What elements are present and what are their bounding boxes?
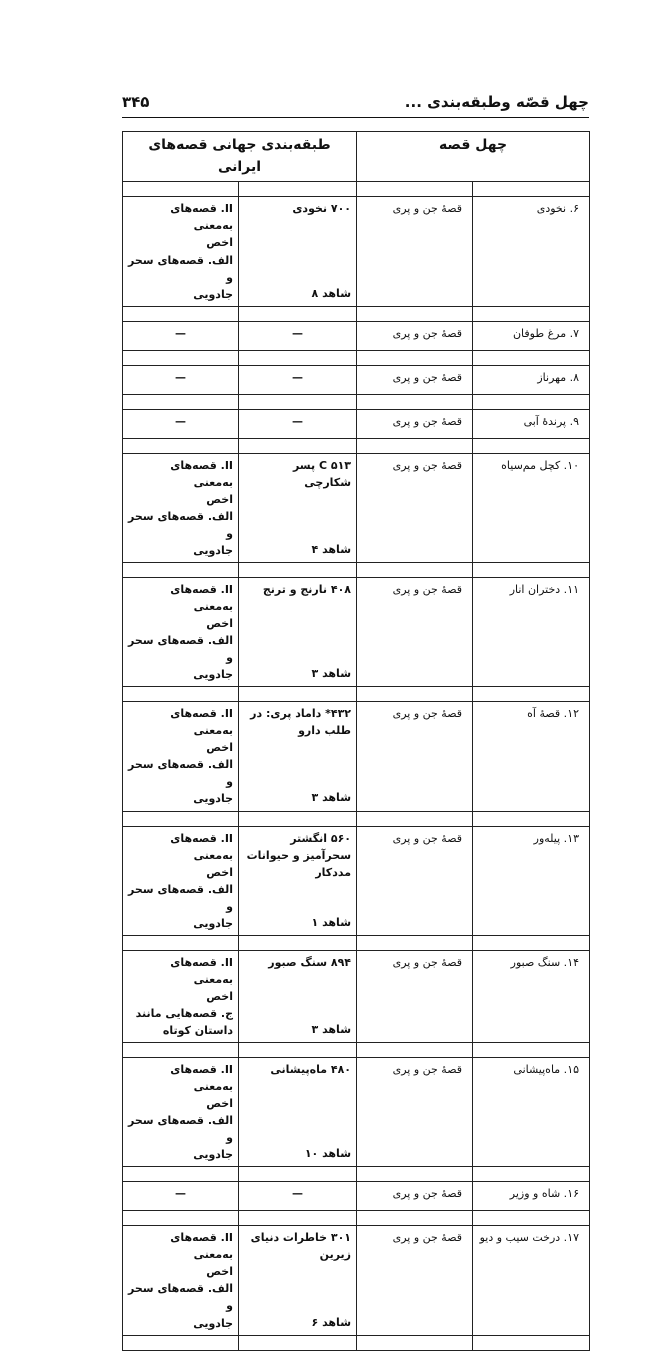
classification-line: II. قصه‌های به‌معنی: [170, 582, 234, 613]
table-row: [123, 321, 590, 350]
gap-cell: [123, 1167, 239, 1182]
atu-type-text: ۴۸۰ ماه‌پیشانی: [270, 1063, 352, 1077]
tale-genre-cell: قصهٔ جن و پری: [357, 950, 473, 1042]
tale-name-cell: ۶. نخودی: [473, 197, 590, 306]
gap-cell: [123, 935, 239, 950]
atu-type-text: —: [292, 414, 304, 428]
classification-cell: [123, 321, 239, 350]
tale-genre-cell: قصهٔ جن و پری: [357, 197, 473, 306]
gap-cell: [473, 1211, 590, 1226]
classification-line: II. قصه‌های به‌معنی: [170, 458, 234, 489]
classification-line: جادویی: [193, 668, 234, 682]
classification-line: جادویی: [193, 543, 234, 557]
gap-cell: [239, 1167, 357, 1182]
classification-cell: [123, 577, 239, 686]
table-row: [123, 702, 590, 811]
classification-line: II. قصه‌های به‌معنی: [170, 1063, 234, 1094]
gap-cell: [473, 1167, 590, 1182]
gap-cell: [123, 306, 239, 321]
row-gap: [123, 935, 590, 950]
running-head: [122, 85, 589, 118]
gap-cell: [239, 562, 357, 577]
atu-type-text: ۳۰۱ خاطرات دنیای زیرین: [250, 1231, 352, 1262]
table-row: [123, 950, 590, 1042]
table-header-row: [123, 132, 590, 182]
gap-cell: [357, 350, 473, 365]
running-title: چهل قصّه وطبقه‌بندی ...: [404, 93, 589, 111]
atu-type-cell: [239, 321, 357, 350]
gap-cell: [123, 811, 239, 826]
page-number: ۳۴۵: [122, 93, 150, 111]
atu-type-cell: [239, 1226, 357, 1335]
row-gap: [123, 1211, 590, 1226]
classification-cell: [123, 950, 239, 1042]
gap-cell: [473, 182, 590, 197]
classification-line: الف. قصه‌های سحر و: [128, 882, 234, 913]
classification-cell: [123, 1058, 239, 1167]
classification-cell: [123, 1182, 239, 1211]
classification-line: جادویی: [193, 287, 234, 301]
gap-cell: [473, 562, 590, 577]
atu-type-cell: [239, 453, 357, 562]
gap-cell: [357, 394, 473, 409]
row-gap: [123, 1167, 590, 1182]
classification-line: اخص: [206, 989, 234, 1003]
atu-type-text: ۴۰۸ نارنج و ترنج: [262, 582, 352, 596]
atu-type-cell: [239, 1182, 357, 1211]
atu-type-text: ۵۶۰ انگشتر سحرآمیز و حیوانات مددکار: [246, 831, 352, 879]
classification-line: —: [175, 326, 186, 340]
table-row: [123, 365, 590, 394]
classification-line: الف. قصه‌های سحر و: [128, 634, 234, 665]
witness-label: شاهد ۳: [311, 1022, 352, 1036]
atu-type-cell: [239, 1058, 357, 1167]
gap-cell: [239, 306, 357, 321]
gap-cell: [239, 350, 357, 365]
row-gap: [123, 350, 590, 365]
tale-name-cell: ۱۰. کچل مم‌سیاه: [473, 453, 590, 562]
gap-cell: [123, 1335, 239, 1350]
classification-cell: [123, 826, 239, 935]
gap-cell: [357, 1043, 473, 1058]
witness-label: شاهد ۸: [311, 286, 352, 300]
tale-name-cell: ۱۳. پیله‌ور: [473, 826, 590, 935]
gap-cell: [239, 935, 357, 950]
tale-name-cell: ۷. مرغ طوفان: [473, 321, 590, 350]
tale-genre-cell: قصهٔ جن و پری: [357, 1226, 473, 1335]
classification-line: II. قصه‌های به‌معنی: [170, 831, 234, 862]
tale-genre-cell: قصهٔ جن و پری: [357, 577, 473, 686]
atu-type-cell: [239, 577, 357, 686]
gap-cell: [123, 562, 239, 577]
classification-line: الف. قصه‌های سحر و: [128, 1282, 234, 1313]
row-gap: [123, 182, 590, 197]
classification-line: اخص: [206, 1265, 234, 1279]
gap-cell: [473, 306, 590, 321]
row-gap: [123, 811, 590, 826]
gap-cell: [239, 811, 357, 826]
tale-name-cell: ۸. مهرناز: [473, 365, 590, 394]
table-row: [123, 1182, 590, 1211]
gap-cell: [357, 1335, 473, 1350]
witness-label: شاهد ۱: [311, 915, 352, 929]
classification-line: —: [175, 414, 186, 428]
gap-cell: [239, 182, 357, 197]
gap-cell: [123, 687, 239, 702]
row-gap: [123, 438, 590, 453]
gap-cell: [473, 811, 590, 826]
classification-cell: [123, 197, 239, 306]
witness-label: شاهد ۳: [311, 791, 352, 805]
atu-type-cell: [239, 365, 357, 394]
gap-cell: [473, 935, 590, 950]
classification-line: جادویی: [193, 916, 234, 930]
gap-cell: [123, 1211, 239, 1226]
classification-cell: [123, 453, 239, 562]
table-row: [123, 826, 590, 935]
classification-line: اخص: [206, 741, 234, 755]
classification-cell: [123, 1226, 239, 1335]
classification-line: داستان کوتاه: [162, 1023, 234, 1037]
col-header-forty-tales: چهل قصه: [357, 132, 590, 182]
gap-cell: [357, 811, 473, 826]
witness-label: شاهد ۱۰: [304, 1147, 352, 1161]
gap-cell: [357, 182, 473, 197]
classification-line: II. قصه‌های به‌معنی: [170, 1231, 234, 1262]
gap-cell: [357, 1167, 473, 1182]
gap-cell: [357, 687, 473, 702]
atu-type-cell: [239, 702, 357, 811]
gap-cell: [473, 1043, 590, 1058]
table-row: [123, 1058, 590, 1167]
classification-line: II. قصه‌های به‌معنی: [170, 955, 234, 986]
atu-type-text: ۸۹۴ سنگ صبور: [268, 955, 352, 969]
col-header-world-classification: طبقه‌بندی جهانی قصه‌های ایرانی: [123, 132, 357, 182]
atu-type-cell: [239, 409, 357, 438]
classification-line: اخص: [206, 492, 234, 506]
classification-line: —: [175, 370, 186, 384]
atu-type-cell: [239, 197, 357, 306]
table-row: [123, 1226, 590, 1335]
gap-cell: [357, 306, 473, 321]
classification-line: ج. قصه‌هایی مانند: [135, 1006, 234, 1020]
atu-type-text: —: [292, 326, 304, 340]
tale-name-cell: ۱۷. درخت سیب و دیو: [473, 1226, 590, 1335]
table-row: [123, 409, 590, 438]
classification-line: اخص: [206, 865, 234, 879]
tale-genre-cell: قصهٔ جن و پری: [357, 1058, 473, 1167]
row-gap: [123, 687, 590, 702]
gap-cell: [239, 1043, 357, 1058]
atu-type-cell: [239, 826, 357, 935]
row-gap: [123, 306, 590, 321]
atu-type-text: C ۵۱۳ پسر شکارچی: [292, 458, 352, 489]
atu-type-text: ۴۳۲* داماد پری: در طلب دارو: [250, 707, 352, 738]
classification-line: II. قصه‌های به‌معنی: [170, 202, 234, 233]
gap-cell: [473, 687, 590, 702]
gap-cell: [357, 935, 473, 950]
row-gap: [123, 562, 590, 577]
classification-line: الف. قصه‌های سحر و: [128, 758, 234, 789]
tale-genre-cell: قصهٔ جن و پری: [357, 321, 473, 350]
gap-cell: [239, 394, 357, 409]
tale-genre-cell: قصهٔ جن و پری: [357, 365, 473, 394]
gap-cell: [123, 350, 239, 365]
tale-genre-cell: قصهٔ جن و پری: [357, 453, 473, 562]
witness-label: شاهد ۴: [311, 542, 352, 556]
classification-line: الف. قصه‌های سحر و: [128, 1114, 234, 1145]
witness-label: شاهد ۳: [311, 667, 352, 681]
classification-cell: [123, 409, 239, 438]
row-gap: [123, 1043, 590, 1058]
table-row: [123, 197, 590, 306]
atu-type-text: —: [292, 1187, 304, 1201]
classification-line: —: [175, 1187, 186, 1201]
tale-name-cell: ۱۲. قصهٔ آه: [473, 702, 590, 811]
classification-table: [122, 131, 590, 1351]
tale-name-cell: ۱۴. سنگ صبور: [473, 950, 590, 1042]
tale-genre-cell: قصهٔ جن و پری: [357, 826, 473, 935]
tale-name-cell: ۱۶. شاه و وزیر: [473, 1182, 590, 1211]
row-gap: [123, 1335, 590, 1350]
classification-line: اخص: [206, 236, 234, 250]
classification-line: الف. قصه‌های سحر و: [128, 509, 234, 540]
classification-cell: [123, 702, 239, 811]
witness-label: شاهد ۶: [311, 1315, 352, 1329]
gap-cell: [239, 438, 357, 453]
classification-line: جادویی: [193, 1148, 234, 1162]
table-row: [123, 453, 590, 562]
gap-cell: [357, 562, 473, 577]
tale-name-cell: ۹. پرندهٔ آبی: [473, 409, 590, 438]
classification-line: جادویی: [193, 1316, 234, 1330]
gap-cell: [123, 1043, 239, 1058]
gap-cell: [239, 687, 357, 702]
gap-cell: [473, 394, 590, 409]
gap-cell: [357, 438, 473, 453]
gap-cell: [473, 350, 590, 365]
gap-cell: [239, 1335, 357, 1350]
gap-cell: [123, 438, 239, 453]
tale-genre-cell: قصهٔ جن و پری: [357, 702, 473, 811]
atu-type-cell: [239, 950, 357, 1042]
gap-cell: [123, 394, 239, 409]
classification-line: II. قصه‌های به‌معنی: [170, 707, 234, 738]
gap-cell: [473, 1335, 590, 1350]
tale-name-cell: ۱۱. دختران انار: [473, 577, 590, 686]
gap-cell: [239, 1211, 357, 1226]
classification-line: جادویی: [193, 792, 234, 806]
gap-cell: [123, 182, 239, 197]
tale-name-cell: ۱۵. ماه‌پیشانی: [473, 1058, 590, 1167]
classification-line: اخص: [206, 1097, 234, 1111]
row-gap: [123, 394, 590, 409]
atu-type-text: —: [292, 370, 304, 384]
table-row: [123, 577, 590, 686]
gap-cell: [473, 438, 590, 453]
tale-genre-cell: قصهٔ جن و پری: [357, 409, 473, 438]
atu-type-text: ۷۰۰ نخودی: [292, 202, 352, 216]
classification-cell: [123, 365, 239, 394]
classification-line: اخص: [206, 617, 234, 631]
classification-line: الف. قصه‌های سحر و: [128, 253, 234, 284]
tale-genre-cell: قصهٔ جن و پری: [357, 1182, 473, 1211]
gap-cell: [357, 1211, 473, 1226]
